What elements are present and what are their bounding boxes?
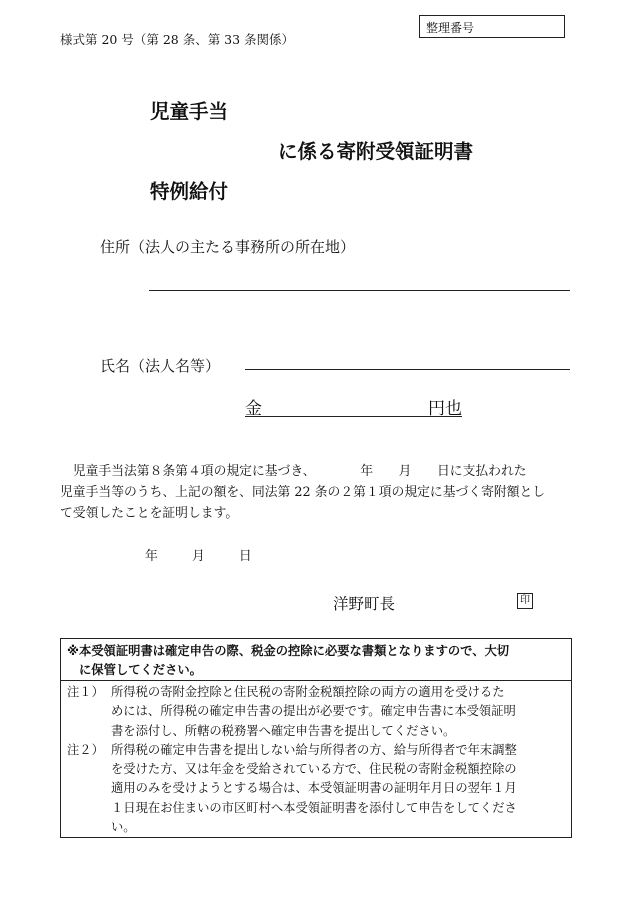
note-line: 適用のみを受けようとする場合は、本受領証明書の証明年月日の翌年１月	[111, 781, 517, 796]
name-field[interactable]	[245, 369, 570, 370]
certification-line: 児童手当法第８条第４項の規定に基づき、 年 月 日に支払われた	[60, 464, 527, 479]
issue-date-month: 月	[191, 549, 205, 564]
note-number: 注１）	[67, 685, 104, 699]
certification-line: て受領したことを証明します。	[60, 506, 239, 521]
form-number: 様式第 20 号（第 28 条、第 33 条関係）	[60, 32, 295, 47]
note-number: 注２）	[67, 742, 104, 757]
note-line: 所得税の寄附金控除と住民税の寄附金税額控除の両方の適用を受けるた	[111, 685, 505, 699]
note-line: １日現在お住まいの市区町村へ本受領証明書を添付して申告をしてくださ	[111, 800, 517, 815]
note-line: 書を添付し、所轄の税務署へ確定申告書を提出してください。	[111, 723, 456, 738]
note-item	[67, 683, 565, 741]
certification-line: 児童手当等のうち、上記の額を、同法第 22 条の２第１項の規定に基づく寄附額とし	[60, 485, 546, 500]
issue-date-day: 日	[238, 549, 252, 564]
address-label: 住所（法人の主たる事務所の所在地）	[100, 238, 356, 256]
name-label: 氏名（法人名等）	[100, 357, 221, 375]
notice-heading	[61, 639, 571, 681]
notice-box	[60, 638, 572, 838]
note-item	[67, 741, 565, 837]
issue-date	[145, 545, 252, 564]
note-line: 所得税の確定申告書を提出しない給与所得者の方、給与所得者で年末調整	[111, 742, 517, 757]
seal-mark: 印	[517, 593, 533, 609]
certification-text	[60, 461, 575, 524]
issue-date-year: 年	[145, 549, 158, 564]
amount-field[interactable]	[245, 394, 462, 417]
reference-number-box	[419, 15, 565, 38]
reference-number-label: 整理番号	[426, 21, 475, 35]
note-line: めには、所得税の確定申告書の提出が必要です。確定申告書に本受領証明	[111, 704, 516, 719]
amount-suffix: 円也	[428, 399, 462, 419]
note-line: い。	[111, 820, 136, 835]
title-line-child-allowance: 児童手当	[150, 100, 229, 123]
title-line-donation-certificate: に係る寄附受領証明書	[278, 140, 474, 163]
address-field[interactable]	[149, 290, 570, 291]
note-line: を受けた方、又は年金を受給されている方で、住民税の寄附金税額控除の	[111, 762, 517, 777]
notice-heading-line: に保管してください。	[79, 663, 202, 677]
title-line-special-benefit: 特例給付	[150, 180, 229, 203]
amount-prefix: 金	[245, 399, 262, 419]
notice-heading-line: ※本受領証明書は確定申告の際、税金の控除に必要な書類となりますので、大切	[67, 644, 510, 658]
issuer-name: 洋野町長	[333, 595, 396, 613]
